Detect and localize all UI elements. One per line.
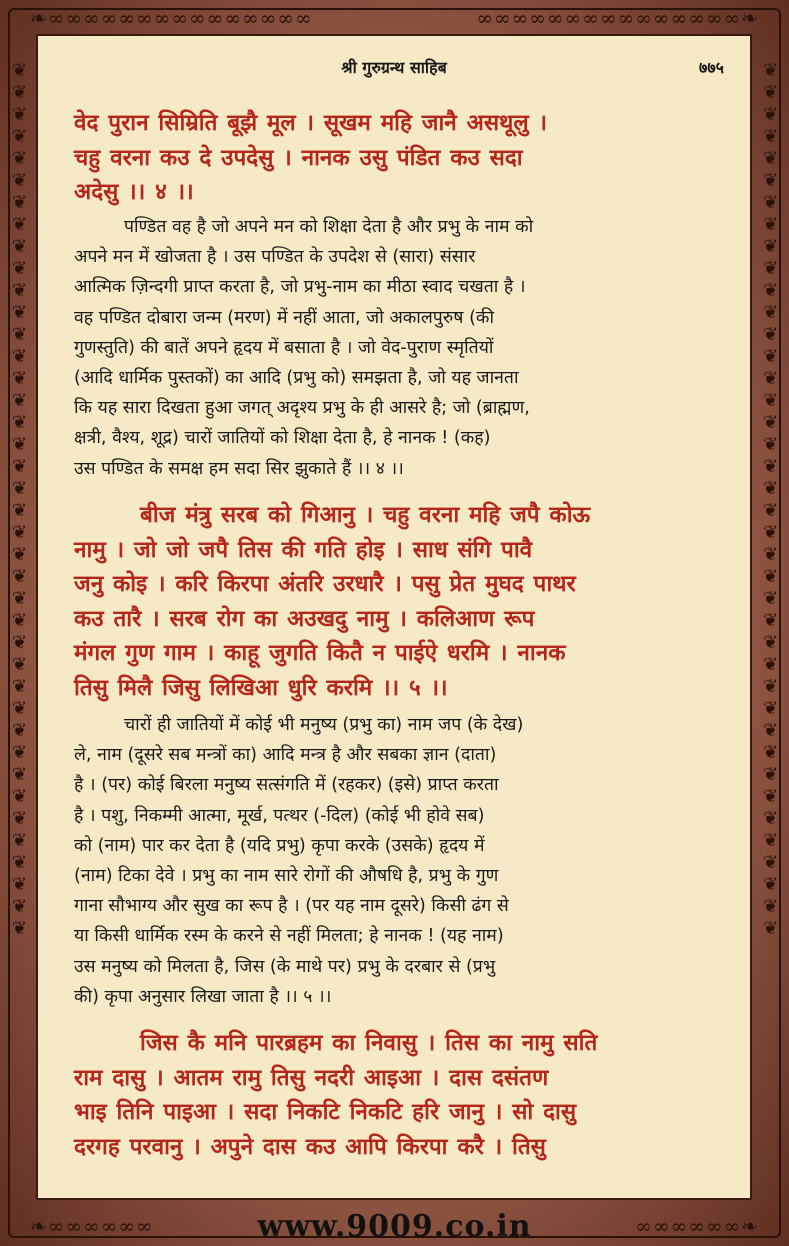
website-url: www.9009.co.in (257, 1209, 532, 1244)
gurbani-stanza-6 (74, 1026, 719, 1164)
translation-line: कि यह सारा दिखता हुआ जगत् अदृश्य प्रभु के ही आसरे है; जो (ब्राह्मण, (74, 398, 530, 419)
swirl-ornament-icon: ∞∞∞∞∞∞❧ (635, 1214, 759, 1238)
translation-line: चारों ही जातियों में कोई भी मनुष्य (प्रभु का) नाम जप (के देख) (124, 715, 524, 735)
gurbani-stanza-4 (74, 106, 719, 210)
gurbani-line: राम दासु । आतम रामु तिसु नदरी आइआ । दास दसंतण (74, 1064, 549, 1091)
translation-line: आत्मिक ज़िन्दगी प्राप्त करता है, जो प्रभु-नाम का मीठा स्वाद चखता है । (74, 277, 526, 298)
gurbani-line: दरगह परवानु । अपुने दास कउ आपि किरपा करै । तिसु (74, 1133, 546, 1160)
gurbani-line: जिस कै मनि पारब्रहम का निवासु । तिस का नामु सति (140, 1030, 598, 1056)
translation-line: गाना सौभाग्य और सुख का रूप है । (पर यह नाम दूसरे) किसी ढंग से (74, 896, 509, 917)
translation-stanza-4 (74, 212, 726, 484)
swirl-ornament-icon: ❦❦❦❦❦❦❦❦❦❦❦❦❦❦❦❦❦❦❦❦❦❦❦❦❦❦❦❦❦❦❦❦❦❦❦❦❦❦❦❦ (760, 60, 781, 940)
swirl-ornament-icon: ❦❦❦❦❦❦❦❦❦❦❦❦❦❦❦❦❦❦❦❦❦❦❦❦❦❦❦❦❦❦❦❦❦❦❦❦❦❦❦❦ (9, 60, 30, 940)
gurbani-stanza-5 (74, 498, 719, 705)
translation-line: (नाम) टिका देवे । प्रभु का नाम सारे रोगों की औषधि है, प्रभु के गुण (74, 866, 499, 887)
translation-line: है । पशु, निकम्मी आत्मा, मूर्ख, पत्थर (-दिल) (कोई भी होवे सब) (74, 805, 485, 826)
gurbani-line: मंगल गुण गाम । काहू जुगति कितै न पाईऐ धरमि । नानक (74, 640, 566, 666)
page-number: ७७५ (699, 58, 724, 77)
page-title: श्री गुरुग्रन्थ साहिब (341, 58, 447, 77)
scripture-page (38, 36, 750, 1198)
gurbani-line: तिसु मिलै जिसु लिखिआ धुरि करमि ।। ५ ।। (74, 674, 448, 701)
translation-line: (आदि धार्मिक पुस्तकों) का आदि (प्रभु को) समझता है, जो यह जानता (74, 368, 519, 389)
translation-line: उस पण्डित के समक्ष हम सदा सिर झुकाते हैं ।। ४ ।। (74, 458, 404, 479)
translation-line: वह पण्डित दोबारा जन्म (मरण) में नहीं आता, जो अकालपुरुष (की (74, 307, 494, 328)
translation-line: गुणस्तुति) की बातें अपने हृदय में बसाता है । जो वेद-पुराण स्मृतियों (74, 337, 494, 358)
swirl-ornament-icon: ∞∞∞∞∞∞∞∞∞∞∞∞∞∞∞❧ (476, 6, 759, 30)
gurbani-line: जनु कोइ । करि किरपा अंतरि उरधारै । पसु प्रेत मुघद पाथर (74, 571, 576, 597)
translation-line: को (नाम) पार कर देता है (यदि प्रभु) कृपा करके (उसके) हृदय में (74, 835, 485, 856)
translation-stanza-5 (74, 710, 726, 1012)
swirl-ornament-icon: ❧∞∞∞∞∞∞ (30, 1214, 154, 1238)
translation-line: या किसी धार्मिक रस्म के करने से नहीं मिलता; हे नानक ! (यह नाम) (74, 926, 504, 947)
swirl-ornament-icon: ❧∞∞∞∞∞∞∞∞∞∞∞∞∞∞∞ (30, 6, 313, 30)
translation-line: ले, नाम (दूसरे सब मन्त्रों का) आदि मन्त्र है और सबका ज्ञान (दाता) (74, 745, 497, 766)
page-header (38, 56, 750, 82)
gurbani-line: भाइ तिनि पाइआ । सदा निकटि निकटि हरि जानु । सो दासु (74, 1099, 577, 1125)
translation-line: क्षत्री, वैश्य, शूद्र) चारों जातियों को शिक्षा देता है, हे नानक ! (कह) (74, 428, 491, 449)
gurbani-line: बीज मंत्रु सरब को गिआनु । चहु वरना महि जपै कोऊ (140, 502, 591, 528)
gurbani-line: कउ तारै । सरब रोग का अउखदु नामु । कलिआण रूप (74, 605, 535, 632)
translation-line: पण्डित वह है जो अपने मन को शिक्षा देता है और प्रभु के नाम को (124, 217, 534, 237)
gurbani-line: नामु । जो जो जपै तिस की गति होइ । साध संगि पावै (74, 536, 533, 563)
gurbani-line: अदेसु ।। ४ ।। (74, 179, 194, 205)
gurbani-line: वेद पुरान सिम्रिति बूझै मूल । सूखम महि जानै असथूलु । (74, 110, 548, 136)
translation-line: की) कृपा अनुसार लिखा जाता है ।। ५ ।। (74, 986, 332, 1007)
translation-line: उस मनुष्य को मिलता है, जिस (के माथे पर) प्रभु के दरबार से (प्रभु (74, 956, 496, 977)
gurbani-line: चहु वरना कउ दे उपदेसु । नानक उसु पंडित कउ सदा (74, 144, 523, 171)
translation-line: है । (पर) कोई बिरला मनुष्य सत्संगति में (रहकर) (इसे) प्राप्त करता (74, 775, 499, 796)
translation-line: अपने मन में खोजता है । उस पण्डित के उपदेश से (सारा) संसार (74, 247, 476, 268)
